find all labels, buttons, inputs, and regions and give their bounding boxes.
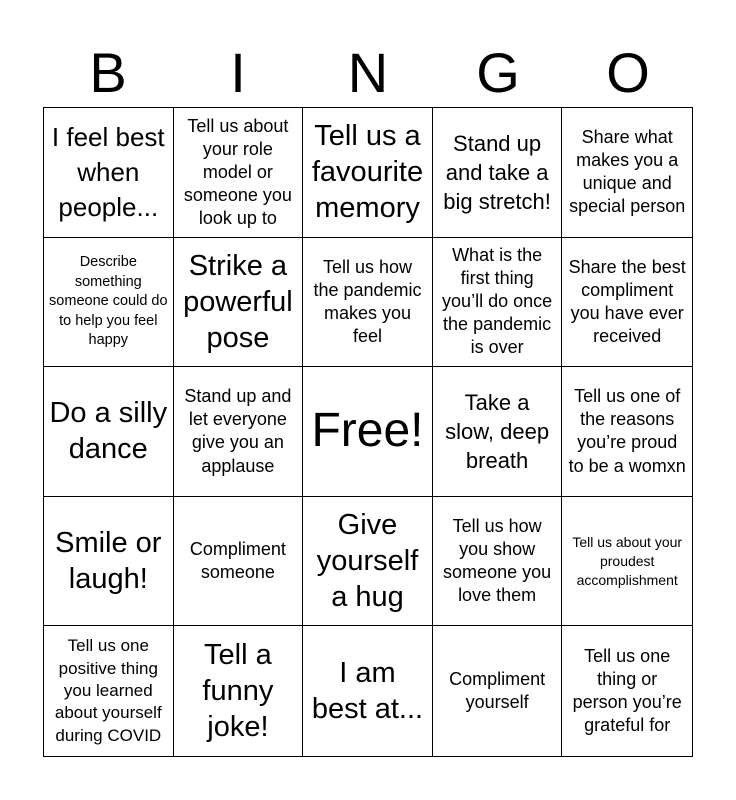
header-letter-i: I [230,41,246,104]
cell-text: Describe something someone could do to help you feel happy [49,253,168,349]
bingo-cell[interactable] [303,626,433,756]
cell-text: I am best at... [311,656,424,726]
header-letter-o: O [606,41,650,104]
bingo-cell[interactable] [562,497,692,627]
cell-text: Tell a funny joke! [202,638,274,744]
bingo-cell[interactable] [433,497,563,627]
cell-text: Tell us one of the reasons you’re proud to be a womxn [568,386,686,476]
bingo-cell[interactable] [433,626,563,756]
cell-text: Share the best compliment you have ever received [568,256,686,346]
cell-text: Compliment yourself [449,669,546,713]
cell-text: Share what makes you a unique and special person [569,127,686,217]
bingo-cell[interactable] [433,238,563,368]
cell-text: Tell us a favourite memory [311,119,424,225]
cell-text: Smile or laugh! [55,526,162,596]
free-cell[interactable] [303,367,433,497]
header-letter-n: N [347,41,389,104]
bingo-board [43,107,693,757]
cell-text: Take a slow, deep breath [445,389,550,473]
bingo-cell[interactable] [174,238,304,368]
cell-text: Tell us one thing or person you’re grateful for [572,646,682,736]
bingo-cell[interactable] [433,367,563,497]
bingo-cell[interactable] [303,497,433,627]
bingo-header [43,38,693,108]
bingo-cell[interactable] [44,367,174,497]
cell-text: Free! [311,404,424,458]
bingo-cell[interactable] [562,626,692,756]
bingo-cell[interactable] [433,108,563,238]
bingo-cell[interactable] [44,108,174,238]
cell-text: Do a silly dance [49,397,168,466]
cell-text: Stand up and let everyone give you an applause [184,386,292,476]
cell-text: Strike a powerful pose [183,249,293,355]
bingo-cell[interactable] [303,108,433,238]
bingo-cell[interactable] [562,367,692,497]
bingo-cell[interactable] [174,367,304,497]
bingo-cell[interactable] [44,626,174,756]
cell-text: I feel best when people... [51,121,165,222]
cell-text: Stand up and take a big stretch! [443,130,551,214]
bingo-cell[interactable] [44,238,174,368]
cell-text: What is the first thing you’ll do once the pandemic is over [442,245,553,358]
cell-text: Compliment someone [189,539,286,583]
bingo-cell[interactable] [303,238,433,368]
header-letter-b: B [89,41,127,104]
cell-text: Tell us about your role model or someone you look up to [183,115,292,228]
bingo-cell[interactable] [174,108,304,238]
cell-text: Give yourself a hug [316,508,419,614]
cell-text: Tell us how you show someone you love them [443,516,552,606]
bingo-cell[interactable] [562,238,692,368]
bingo-cell[interactable] [44,497,174,627]
cell-text: Tell us one positive thing you learned about yourself during COVID [54,636,162,745]
cell-text: Tell us how the pandemic makes you feel [313,256,422,346]
bingo-cell[interactable] [174,626,304,756]
bingo-cell[interactable] [174,497,304,627]
bingo-cell[interactable] [562,108,692,238]
cell-text: Tell us about your proudest accomplishment [572,533,683,588]
header-letter-g: G [476,41,520,104]
